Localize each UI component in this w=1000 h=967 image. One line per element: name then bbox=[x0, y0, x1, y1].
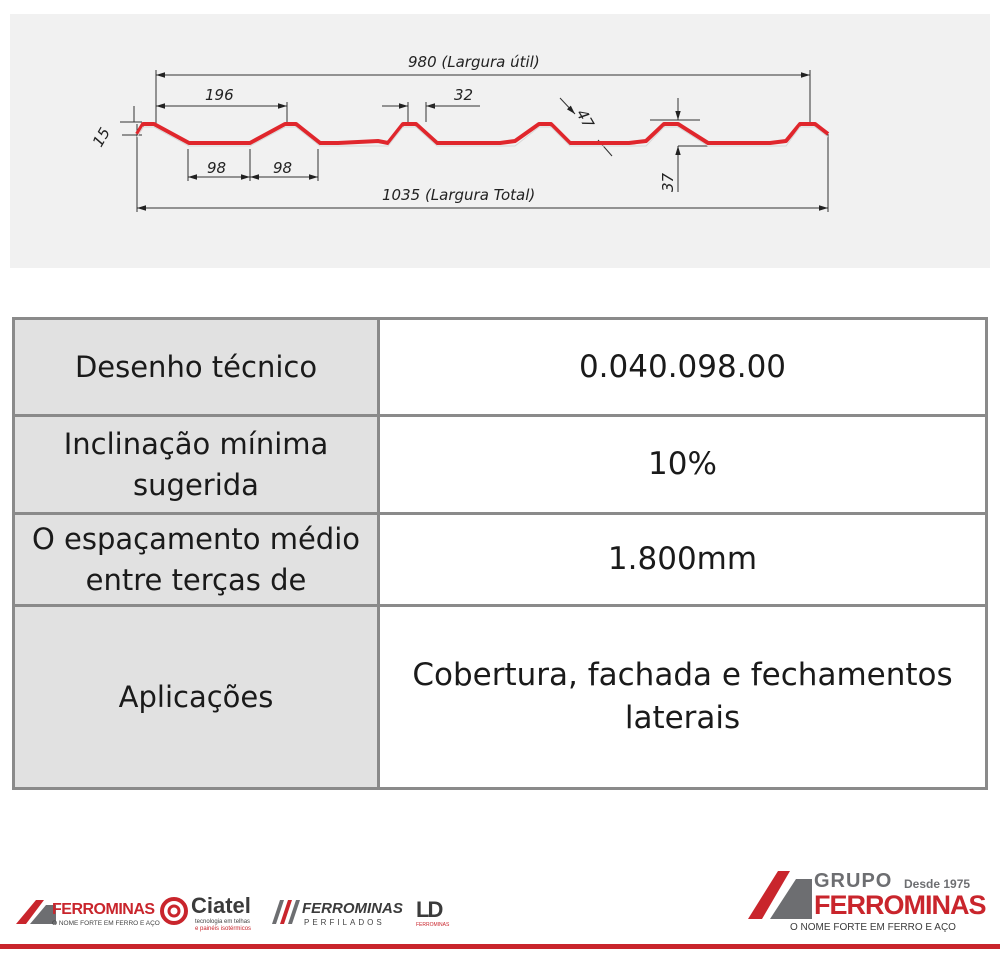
row-label-drawing: Desenho técnico bbox=[14, 319, 379, 416]
logo-ciatel bbox=[159, 893, 263, 933]
table-row bbox=[14, 606, 987, 789]
profile-drawing bbox=[10, 14, 990, 268]
logo-ferrominas bbox=[16, 898, 160, 932]
table-row bbox=[14, 514, 987, 606]
ferrominas-triangle-icon bbox=[16, 900, 56, 924]
dim-total-width: 1035 (Largura Total) bbox=[382, 186, 536, 204]
spec-table bbox=[12, 317, 988, 790]
roof-tile-profile bbox=[137, 124, 828, 143]
dim-pitch: 196 bbox=[205, 86, 234, 104]
table-row bbox=[14, 416, 987, 514]
logo-ferrominas-perfilados bbox=[272, 898, 402, 932]
row-value-slope: 10% bbox=[379, 416, 987, 514]
footer-divider bbox=[0, 944, 1000, 949]
table-row bbox=[14, 319, 987, 416]
ciatel-tagline-1: tecnologia em telhas bbox=[195, 919, 251, 925]
row-value-applications: Cobertura, fachada e fechamentos laterais bbox=[379, 606, 987, 789]
row-value-spacing: 1.800mm bbox=[379, 514, 987, 606]
dim-valley-right: 98 bbox=[273, 159, 293, 177]
grupo-since: Desde 1975 bbox=[904, 877, 971, 891]
ferrominas-wordmark: FERROMINAS bbox=[52, 901, 155, 918]
row-label-slope: Inclinação mínima sugerida bbox=[14, 416, 379, 514]
dim-crest: 32 bbox=[454, 86, 474, 104]
ciatel-tagline-2: e painéis isotérmicos bbox=[195, 926, 252, 932]
dim-valley-left: 98 bbox=[207, 159, 227, 177]
grupo-wordmark: FERROMINAS bbox=[814, 890, 986, 920]
row-label-spacing: O espaçamento médio entre terças de bbox=[14, 514, 379, 606]
row-value-drawing: 0.040.098.00 bbox=[379, 319, 987, 416]
grupo-tagline: O NOME FORTE EM FERRO E AÇO bbox=[790, 922, 956, 933]
perfilados-stripes-icon bbox=[272, 900, 300, 924]
row-label-applications: Aplicações bbox=[14, 606, 379, 789]
perfilados-wordmark: FERROMINAS bbox=[302, 900, 403, 917]
grupo-triangle-icon bbox=[748, 871, 812, 919]
dim-height: 37 bbox=[659, 172, 677, 192]
ld-wordmark: LD bbox=[416, 897, 442, 922]
ciatel-wordmark: Ciatel bbox=[191, 893, 251, 918]
grupo-prefix: GRUPO bbox=[814, 870, 893, 892]
logo-grupo-ferrominas bbox=[748, 870, 986, 936]
logo-ld bbox=[414, 897, 454, 931]
dim-edge: 15 bbox=[88, 124, 115, 150]
technical-drawing-panel bbox=[10, 14, 990, 268]
dim-flank: 47 bbox=[572, 106, 598, 132]
dim-useful-width: 980 (Largura útil) bbox=[408, 53, 540, 71]
perfilados-tagline: PERFILADOS bbox=[304, 918, 385, 927]
ld-tagline: FERROMINAS bbox=[416, 922, 450, 928]
ferrominas-tagline: O NOME FORTE EM FERRO E AÇO bbox=[52, 920, 160, 927]
ciatel-emblem-icon bbox=[159, 896, 189, 926]
